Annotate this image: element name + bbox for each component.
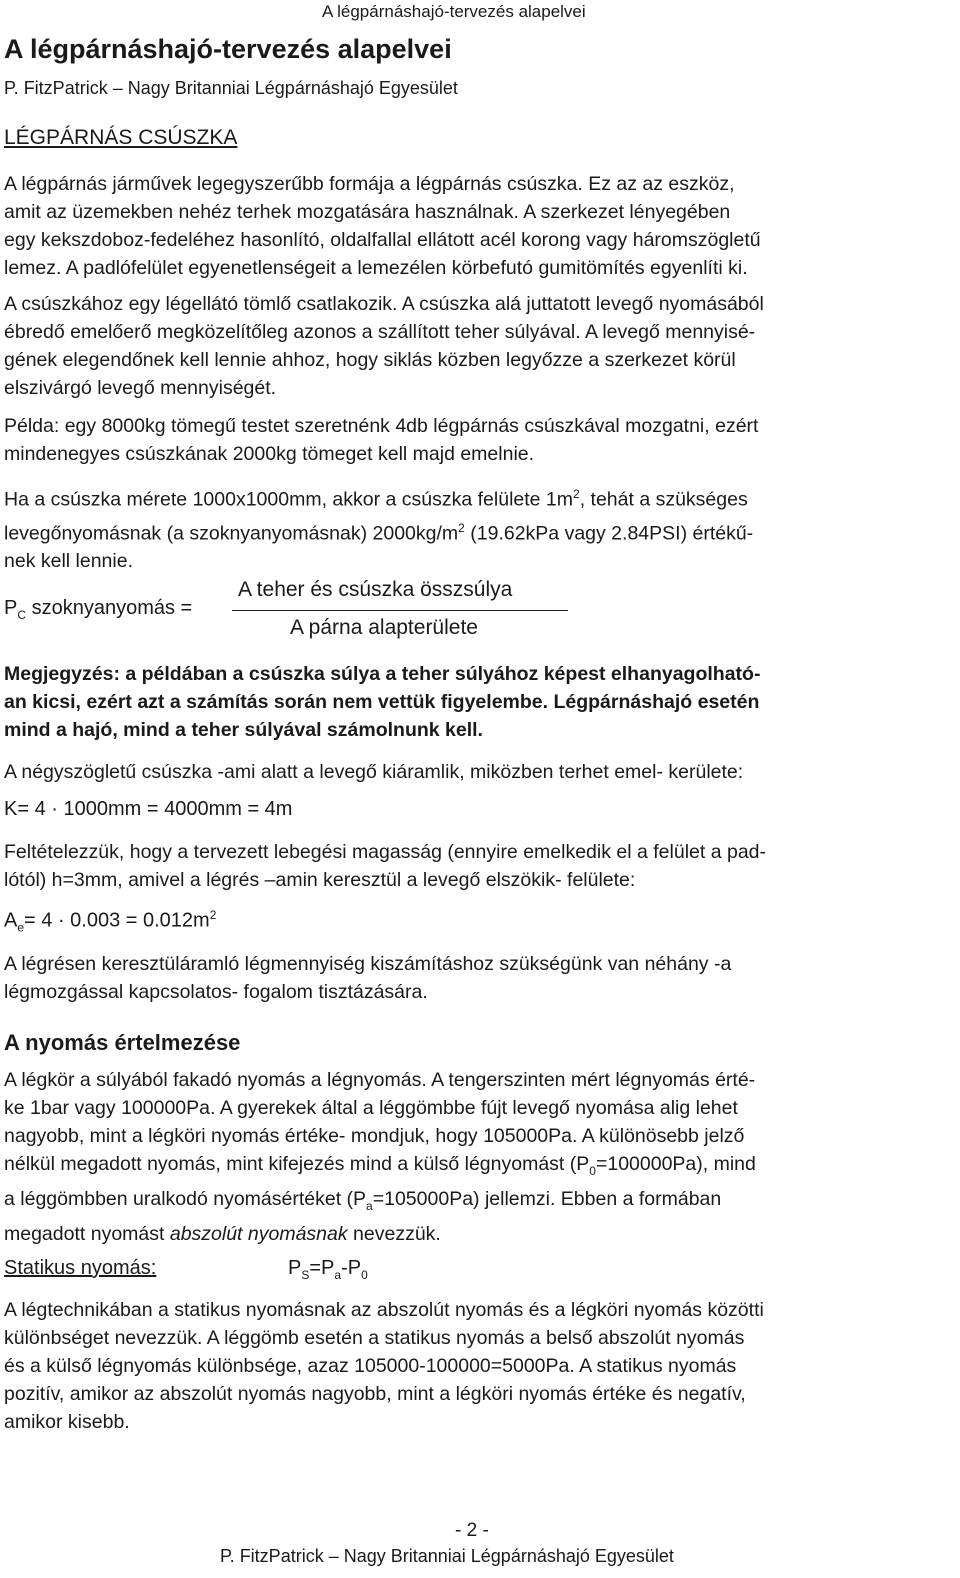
text-line: egy kekszdoboz-fedeléhez hasonlító, oldalfallal ellátott acél korong vagy háromszögletű [4, 229, 761, 251]
text-line: lemez. A padlófelület egyenetlenségeit a lemezélen körbefutó gumitömítés egyenlíti ki. [4, 257, 748, 279]
text-line: lótól) h=3mm, amivel a légrés –amin keresztül a levegő elszökik- felülete: [4, 869, 636, 891]
paragraph-pressure [4, 1066, 950, 1248]
formula-denominator: A párna alapterülete [290, 616, 478, 639]
paragraph-intro [4, 170, 950, 282]
text-line: pozitív, amikor az abszolút nyomás nagyobb, mint a légköri nyomás értéke és negatív, [4, 1383, 746, 1405]
formula-numerator: A teher és csúszka összsúlya [238, 578, 513, 601]
formula-static-pressure: $P_S=P_a-P_0$ [288, 1257, 368, 1282]
paragraph-airflow [4, 950, 950, 1006]
page-number: - 2 - [455, 1520, 489, 1541]
text-line: megadott nyomást abszolút nyomásnak nevezzük. [4, 1222, 441, 1245]
text-line: nek kell lennie. [4, 550, 133, 572]
author-line: P. FitzPatrick – Nagy Britanniai Légpárnáshajó Egyesület [4, 78, 458, 98]
note-paragraph [4, 660, 950, 744]
text-line: a léggömbben uralkodó nyomásértéket $(P_a=105000Pa)$ jellemzi. Ebben a formában [4, 1187, 722, 1213]
text-line: A légrésen keresztüláramló légmennyiség kiszámításhoz szükségünk van néhány -a [4, 953, 732, 975]
text-line: Megjegyzés: a példában a csúszka súlya a teher súlyához képest elhanyagolható- [4, 663, 761, 685]
paragraph-perimeter: A négyszögletű csúszka -ami alatt a levegő kiáramlik, miközben terhet emel- kerülete: [4, 761, 744, 783]
text-line: levegőnyomásnak (a szoknyanyomásnak) $2000kg/m^2$ (19.62kPa vagy 2.84PSI) értékű- [4, 520, 754, 544]
text-line: ébredő emelőerő megközelítőleg azonos a szállított teher súlyával. A levegő mennyisé- [4, 321, 756, 343]
text-line: nélkül megadott nyomás, mint kifejezés mind a külső légnyomást $(P_0=100000Pa)$, mind [4, 1153, 756, 1178]
text-line: ke 1bar vagy 100000Pa. A gyerekek által a léggömbbe fújt levegő nyomása alig lehet [4, 1097, 738, 1119]
text-line: Példa: egy 8000kg tömegű testet szeretnénk 4db légpárnás csúszkával mozgatni, ezért [4, 415, 759, 437]
paragraph-hover-height [4, 838, 950, 894]
text-line: A légpárnás járművek legegyszerűbb formája a légpárnás csúszka. Ez az az eszköz, [4, 173, 735, 195]
text-line: mind a hajó, mind a teher súlyával számolnunk kell. [4, 719, 483, 741]
footer-organization: P. FitzPatrick – Nagy Britanniai Légpárnáshajó Egyesület [220, 1546, 674, 1566]
formula-perimeter: K= 4 · 1000mm = 4000mm = 4m [4, 798, 293, 820]
running-header: A légpárnáshajó-tervezés alapelvei [322, 2, 586, 21]
text-line: légmozgással kapcsolatos- fogalom tisztázására. [4, 981, 428, 1003]
static-pressure-label: Statikus nyomás: [4, 1257, 157, 1279]
paragraph-example [4, 412, 950, 468]
text-line: an kicsi, ezért azt a számítás során nem vettük figyelembe. Légpárnáshajó esetén [4, 691, 760, 713]
text-line: Feltételezzük, hogy a tervezett lebegési magasság (ennyire emelkedik el a felület a pad- [4, 841, 767, 863]
text-line: különbséget nevezzük. A léggömb esetén a statikus nyomás a belső abszolút nyomás [4, 1327, 745, 1349]
formula-skirt-pressure-label: $P_C$ szoknyanyomás = [4, 597, 193, 622]
text-line: A csúszkához egy légellátó tömlő csatlakozik. A csúszka alá juttatott levegő nyomásából [4, 293, 764, 315]
document-title: A légpárnáshajó-tervezés alapelvei [4, 34, 452, 64]
text-line: amit az üzemekben nehéz terhek mozgatására használnak. A szerkezet lényegében [4, 201, 731, 223]
text-line: elszivárgó levegő mennyiségét. [4, 377, 277, 399]
fraction-bar [232, 610, 568, 611]
paragraph-size [4, 480, 950, 575]
text-line: gének elegendőnek kell lennie ahhoz, hogy siklás közben legyőzze a szerkezet körül [4, 349, 736, 371]
text-line: A légkör a súlyából fakadó nyomás a légnyomás. A tengerszinten mért légnyomás érté- [4, 1069, 756, 1091]
section-heading-pressure: A nyomás értelmezése [4, 1030, 241, 1055]
text-line: és a külső légnyomás különbsége, azaz 105000-100000=5000Pa. A statikus nyomás [4, 1355, 737, 1377]
paragraph-hose [4, 290, 950, 402]
section-heading-air-slide: LÉGPÁRNÁS CSÚSZKA [4, 126, 238, 149]
text-line: Ha a csúszka mérete 1000x1000mm, akkor a csúszka felülete $1m^2$, tehát a szükséges [4, 487, 748, 511]
formula-gap-area: $A_e= 4 \cdot 0.003 = 0.012m^2$ [4, 908, 217, 935]
text-line: nagyobb, mint a légköri nyomás értéke- mondjuk, hogy 105000Pa. A különösebb jelző [4, 1125, 745, 1147]
text-line: A légtechnikában a statikus nyomásnak az abszolút nyomás és a légköri nyomás közötti [4, 1299, 764, 1321]
text-line: amikor kisebb. [4, 1411, 130, 1433]
text-line: mindenegyes csúszkának 2000kg tömeget kell majd emelnie. [4, 443, 535, 465]
paragraph-static [4, 1296, 950, 1436]
